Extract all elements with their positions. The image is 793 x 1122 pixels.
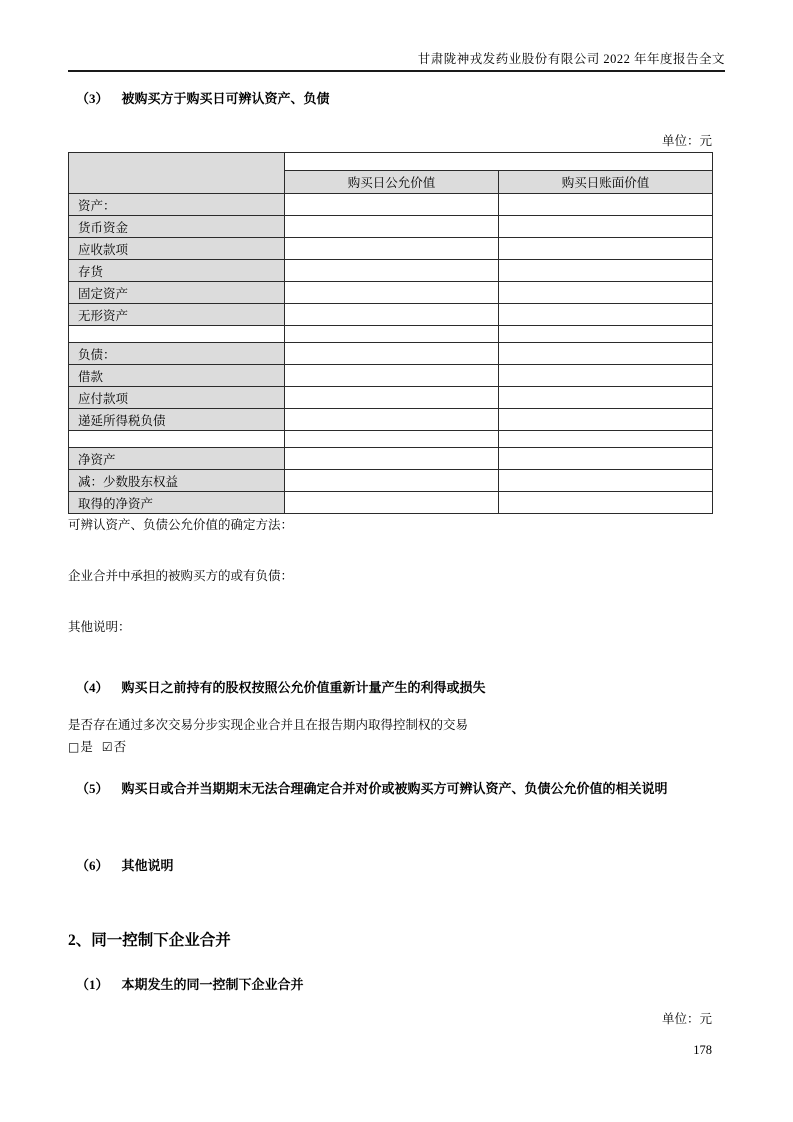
book-value-cell [499,282,713,304]
section2-sub1-number: （1） [76,977,109,992]
fair-value-cell [285,343,499,365]
table-row-minority-interest [69,470,713,492]
fair-value-cell [285,194,499,216]
checkbox-no [102,739,126,755]
note-fair-value-method: 可辨认资产、负债公允价值的确定方法： [68,518,294,532]
table-row-inventory [69,260,713,282]
fair-value-cell [285,304,499,326]
fair-value-cell [285,409,499,431]
section4-heading [76,680,486,696]
row-label-cell [69,431,285,448]
fair-value-cell [285,470,499,492]
table-row-deferred-tax [69,409,713,431]
section2-sub1-heading [76,977,304,993]
book-value-cell [499,326,713,343]
checkbox-no-label: 否 [113,740,127,754]
table-row-payables [69,387,713,409]
note-contingent-liabilities: 企业合并中承担的被购买方的或有负债： [68,569,294,583]
table-row-net-assets [69,448,713,470]
checkbox-checked-icon: ☑ [101,740,113,754]
section6-title: 其他说明 [121,858,174,873]
fair-value-cell [285,387,499,409]
section3-title: 被购买方于购买日可辨认资产、负债 [121,91,330,106]
fair-value-cell [285,365,499,387]
col-header-fair-value: 购买日公允价值 [285,171,499,194]
book-value-cell [499,343,713,365]
table-header-row-1 [69,153,713,171]
table-row-intangible-assets [69,304,713,326]
row-label-cell: 无形资产 [69,304,285,326]
row-label-cell [69,326,285,343]
row-label-cell: 应付款项 [69,387,285,409]
checkbox-yes-label: 是 [80,740,93,754]
section3-heading [76,91,330,107]
section6-number: （6） [76,858,109,873]
table-row-cash [69,216,713,238]
checkbox-yes [68,739,93,755]
unit-label-2: 单位：元 [661,1012,712,1026]
row-label-cell: 固定资产 [69,282,285,304]
table-row-spacer [69,326,713,343]
page-number: 178 [693,1043,712,1057]
checkbox-unchecked-icon: □ [68,740,80,754]
section2-heading: 2、同一控制下企业合并 [68,932,231,949]
book-value-cell [499,470,713,492]
table-row-net-assets-acquired [69,492,713,514]
row-label-cell: 应收款项 [69,238,285,260]
section2-sub1-title: 本期发生的同一控制下企业合并 [121,977,304,992]
yes-no-checkbox-group [68,739,126,755]
row-label-cell: 货币资金 [69,216,285,238]
fair-value-cell [285,216,499,238]
table-row-spacer [69,431,713,448]
row-label-cell: 存货 [69,260,285,282]
table-row-borrowings [69,365,713,387]
book-value-cell [499,238,713,260]
book-value-cell [499,260,713,282]
section4-title: 购买日之前持有的股权按照公允价值重新计量产生的利得或损失 [121,680,486,695]
table-corner-cell [69,153,285,194]
table-row-liabilities [69,343,713,365]
table-header-spacer-cell [285,153,713,171]
fair-value-cell [285,260,499,282]
fair-value-cell [285,492,499,514]
book-value-cell [499,387,713,409]
table-row-assets [69,194,713,216]
fair-value-cell [285,282,499,304]
report-header [68,50,725,72]
row-label-cell: 净资产 [69,448,285,470]
unit-label-1: 单位：元 [661,134,712,148]
book-value-cell [499,194,713,216]
row-label-cell: 资产： [69,194,285,216]
fair-value-cell [285,448,499,470]
section3-number: （3） [76,91,109,106]
fair-value-cell [285,238,499,260]
book-value-cell [499,216,713,238]
book-value-cell [499,448,713,470]
section5-title: 购买日或合并当期期末无法合理确定合并对价或被购买方可辨认资产、负债公允价值的相关说明 [121,781,668,796]
multi-step-question: 是否存在通过多次交易分步实现企业合并且在报告期内取得控制权的交易 [68,718,469,732]
fair-value-cell [285,326,499,343]
section6-heading [76,858,174,874]
note-other-explanation: 其他说明： [68,620,131,634]
report-header-title: 甘肃陇神戎发药业股份有限公司 2022 年年度报告全文 [417,52,725,66]
row-label-cell: 取得的净资产 [69,492,285,514]
book-value-cell [499,304,713,326]
book-value-cell [499,492,713,514]
section5-heading [76,781,668,797]
book-value-cell [499,409,713,431]
table-row-fixed-assets [69,282,713,304]
row-label-cell: 借款 [69,365,285,387]
col-header-book-value: 购买日账面价值 [499,171,713,194]
fair-value-cell [285,431,499,448]
section5-number: （5） [76,781,109,796]
row-label-cell: 减：少数股东权益 [69,470,285,492]
section4-number: （4） [76,680,109,695]
book-value-cell [499,365,713,387]
row-label-cell: 负债： [69,343,285,365]
book-value-cell [499,431,713,448]
identifiable-assets-table [68,152,713,514]
row-label-cell: 递延所得税负债 [69,409,285,431]
table-row-receivables [69,238,713,260]
